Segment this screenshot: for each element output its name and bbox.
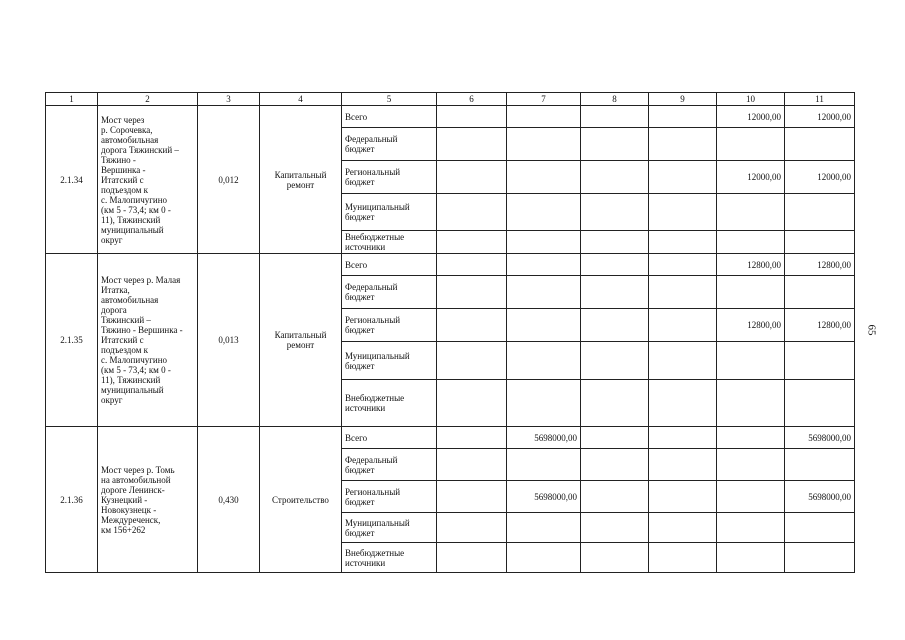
amount-cell (717, 342, 785, 380)
length-cell: 0,013 (198, 254, 260, 427)
amount-cell (785, 380, 855, 427)
item-code-cell: 2.1.35 (46, 254, 98, 427)
funding-source-cell: Региональный бюджет (342, 481, 437, 513)
amount-cell (437, 342, 507, 380)
header-cell: 6 (437, 93, 507, 106)
amount-cell (507, 276, 581, 309)
funding-source-cell: Региональный бюджет (342, 161, 437, 194)
amount-cell (437, 194, 507, 231)
amount-cell (581, 231, 649, 254)
amount-cell (717, 380, 785, 427)
amount-cell (785, 342, 855, 380)
funding-source-cell: Внебюджетные источники (342, 543, 437, 573)
amount-cell (507, 128, 581, 161)
amount-cell: 12000,00 (717, 106, 785, 128)
funding-source-cell: Муниципальный бюджет (342, 342, 437, 380)
funding-source-cell: Федеральный бюджет (342, 449, 437, 481)
amount-cell (437, 254, 507, 276)
header-cell: 11 (785, 93, 855, 106)
amount-cell (437, 427, 507, 449)
header-cell: 10 (717, 93, 785, 106)
amount-cell (717, 427, 785, 449)
amount-cell (717, 276, 785, 309)
amount-cell: 12000,00 (785, 106, 855, 128)
amount-cell (581, 380, 649, 427)
amount-cell (507, 106, 581, 128)
amount-cell: 5698000,00 (785, 481, 855, 513)
amount-cell (649, 309, 717, 342)
amount-cell (581, 427, 649, 449)
amount-cell (437, 161, 507, 194)
amount-cell (649, 194, 717, 231)
amount-cell (785, 449, 855, 481)
amount-cell (507, 513, 581, 543)
amount-cell (581, 513, 649, 543)
work-type-cell: Капитальный ремонт (260, 106, 342, 254)
amount-cell (649, 342, 717, 380)
amount-cell (507, 543, 581, 573)
amount-cell (507, 449, 581, 481)
amount-cell (649, 427, 717, 449)
amount-cell (581, 481, 649, 513)
amount-cell (437, 128, 507, 161)
table-row (46, 106, 855, 128)
amount-cell (437, 513, 507, 543)
amount-cell (437, 481, 507, 513)
amount-cell (507, 254, 581, 276)
amount-cell (649, 513, 717, 543)
amount-cell (785, 513, 855, 543)
amount-cell (507, 194, 581, 231)
amount-cell (717, 194, 785, 231)
amount-cell (581, 276, 649, 309)
amount-cell (785, 543, 855, 573)
funding-source-cell: Всего (342, 427, 437, 449)
amount-cell (649, 106, 717, 128)
amount-cell (717, 481, 785, 513)
item-code-cell: 2.1.36 (46, 427, 98, 573)
amount-cell (649, 161, 717, 194)
amount-cell (581, 128, 649, 161)
header-cell: 4 (260, 93, 342, 106)
amount-cell (581, 254, 649, 276)
funding-source-cell: Федеральный бюджет (342, 276, 437, 309)
work-type-cell: Строительство (260, 427, 342, 573)
length-cell: 0,012 (198, 106, 260, 254)
amount-cell (785, 276, 855, 309)
work-type-cell: Капитальный ремонт (260, 254, 342, 427)
amount-cell (649, 254, 717, 276)
object-name-cell: Мост через р. Малая Итатка, автомобильная дорога Тяжинский – Тяжино - Вершинка - Итатский с подъездом к с. Малопичугино (км 5 - 73,4; км 0 - 11), Тяжинский муниципальный округ (98, 254, 198, 427)
amount-cell (437, 380, 507, 427)
amount-cell (717, 231, 785, 254)
amount-cell (507, 231, 581, 254)
header-cell: 1 (46, 93, 98, 106)
amount-cell: 5698000,00 (785, 427, 855, 449)
funding-source-cell: Региональный бюджет (342, 309, 437, 342)
amount-cell (717, 449, 785, 481)
amount-cell: 12000,00 (785, 161, 855, 194)
amount-cell (437, 543, 507, 573)
amount-cell: 5698000,00 (507, 427, 581, 449)
amount-cell (507, 380, 581, 427)
amount-cell (581, 161, 649, 194)
amount-cell (581, 449, 649, 481)
amount-cell: 12800,00 (717, 254, 785, 276)
header-cell: 3 (198, 93, 260, 106)
amount-cell (649, 276, 717, 309)
header-cell: 5 (342, 93, 437, 106)
amount-cell (581, 543, 649, 573)
amount-cell (581, 194, 649, 231)
funding-source-cell: Всего (342, 254, 437, 276)
amount-cell (717, 543, 785, 573)
amount-cell: 5698000,00 (507, 481, 581, 513)
amount-cell: 12800,00 (785, 254, 855, 276)
table-row (46, 427, 855, 449)
header-row (46, 93, 855, 106)
header-cell: 2 (98, 93, 198, 106)
amount-cell (649, 481, 717, 513)
funding-source-cell: Внебюджетные источники (342, 380, 437, 427)
amount-cell (717, 128, 785, 161)
header-cell: 9 (649, 93, 717, 106)
header-cell: 7 (507, 93, 581, 106)
funding-source-cell: Всего (342, 106, 437, 128)
funding-source-cell: Внебюджетные источники (342, 231, 437, 254)
page-number: 65 (865, 324, 878, 336)
budget-table (45, 92, 855, 573)
amount-cell (649, 449, 717, 481)
funding-source-cell: Муниципальный бюджет (342, 513, 437, 543)
amount-cell (581, 106, 649, 128)
amount-cell (649, 231, 717, 254)
amount-cell: 12800,00 (785, 309, 855, 342)
amount-cell (437, 309, 507, 342)
table-row (46, 254, 855, 276)
amount-cell (649, 380, 717, 427)
amount-cell (581, 309, 649, 342)
funding-source-cell: Федеральный бюджет (342, 128, 437, 161)
amount-cell (437, 106, 507, 128)
amount-cell (649, 543, 717, 573)
amount-cell (717, 513, 785, 543)
object-name-cell: Мост через р. Томь на автомобильной дороге Ленинск- Кузнецкий - Новокузнецк - Междуреченск, км 156+262 (98, 427, 198, 573)
amount-cell (785, 128, 855, 161)
amount-cell: 12800,00 (717, 309, 785, 342)
amount-cell (785, 194, 855, 231)
amount-cell (507, 309, 581, 342)
amount-cell (437, 276, 507, 309)
header-cell: 8 (581, 93, 649, 106)
amount-cell (785, 231, 855, 254)
item-code-cell: 2.1.34 (46, 106, 98, 254)
length-cell: 0,430 (198, 427, 260, 573)
funding-source-cell: Муниципальный бюджет (342, 194, 437, 231)
object-name-cell: Мост через р. Сорочевка, автомобильная дорога Тяжинский – Тяжино - Вершинка - Итатский с подъездом к с. Малопичугино (км 5 - 73,4; км 0 - 11), Тяжинский муниципальный округ (98, 106, 198, 254)
amount-cell (581, 342, 649, 380)
amount-cell (437, 231, 507, 254)
amount-cell (649, 128, 717, 161)
amount-cell: 12000,00 (717, 161, 785, 194)
amount-cell (507, 342, 581, 380)
amount-cell (437, 449, 507, 481)
amount-cell (507, 161, 581, 194)
